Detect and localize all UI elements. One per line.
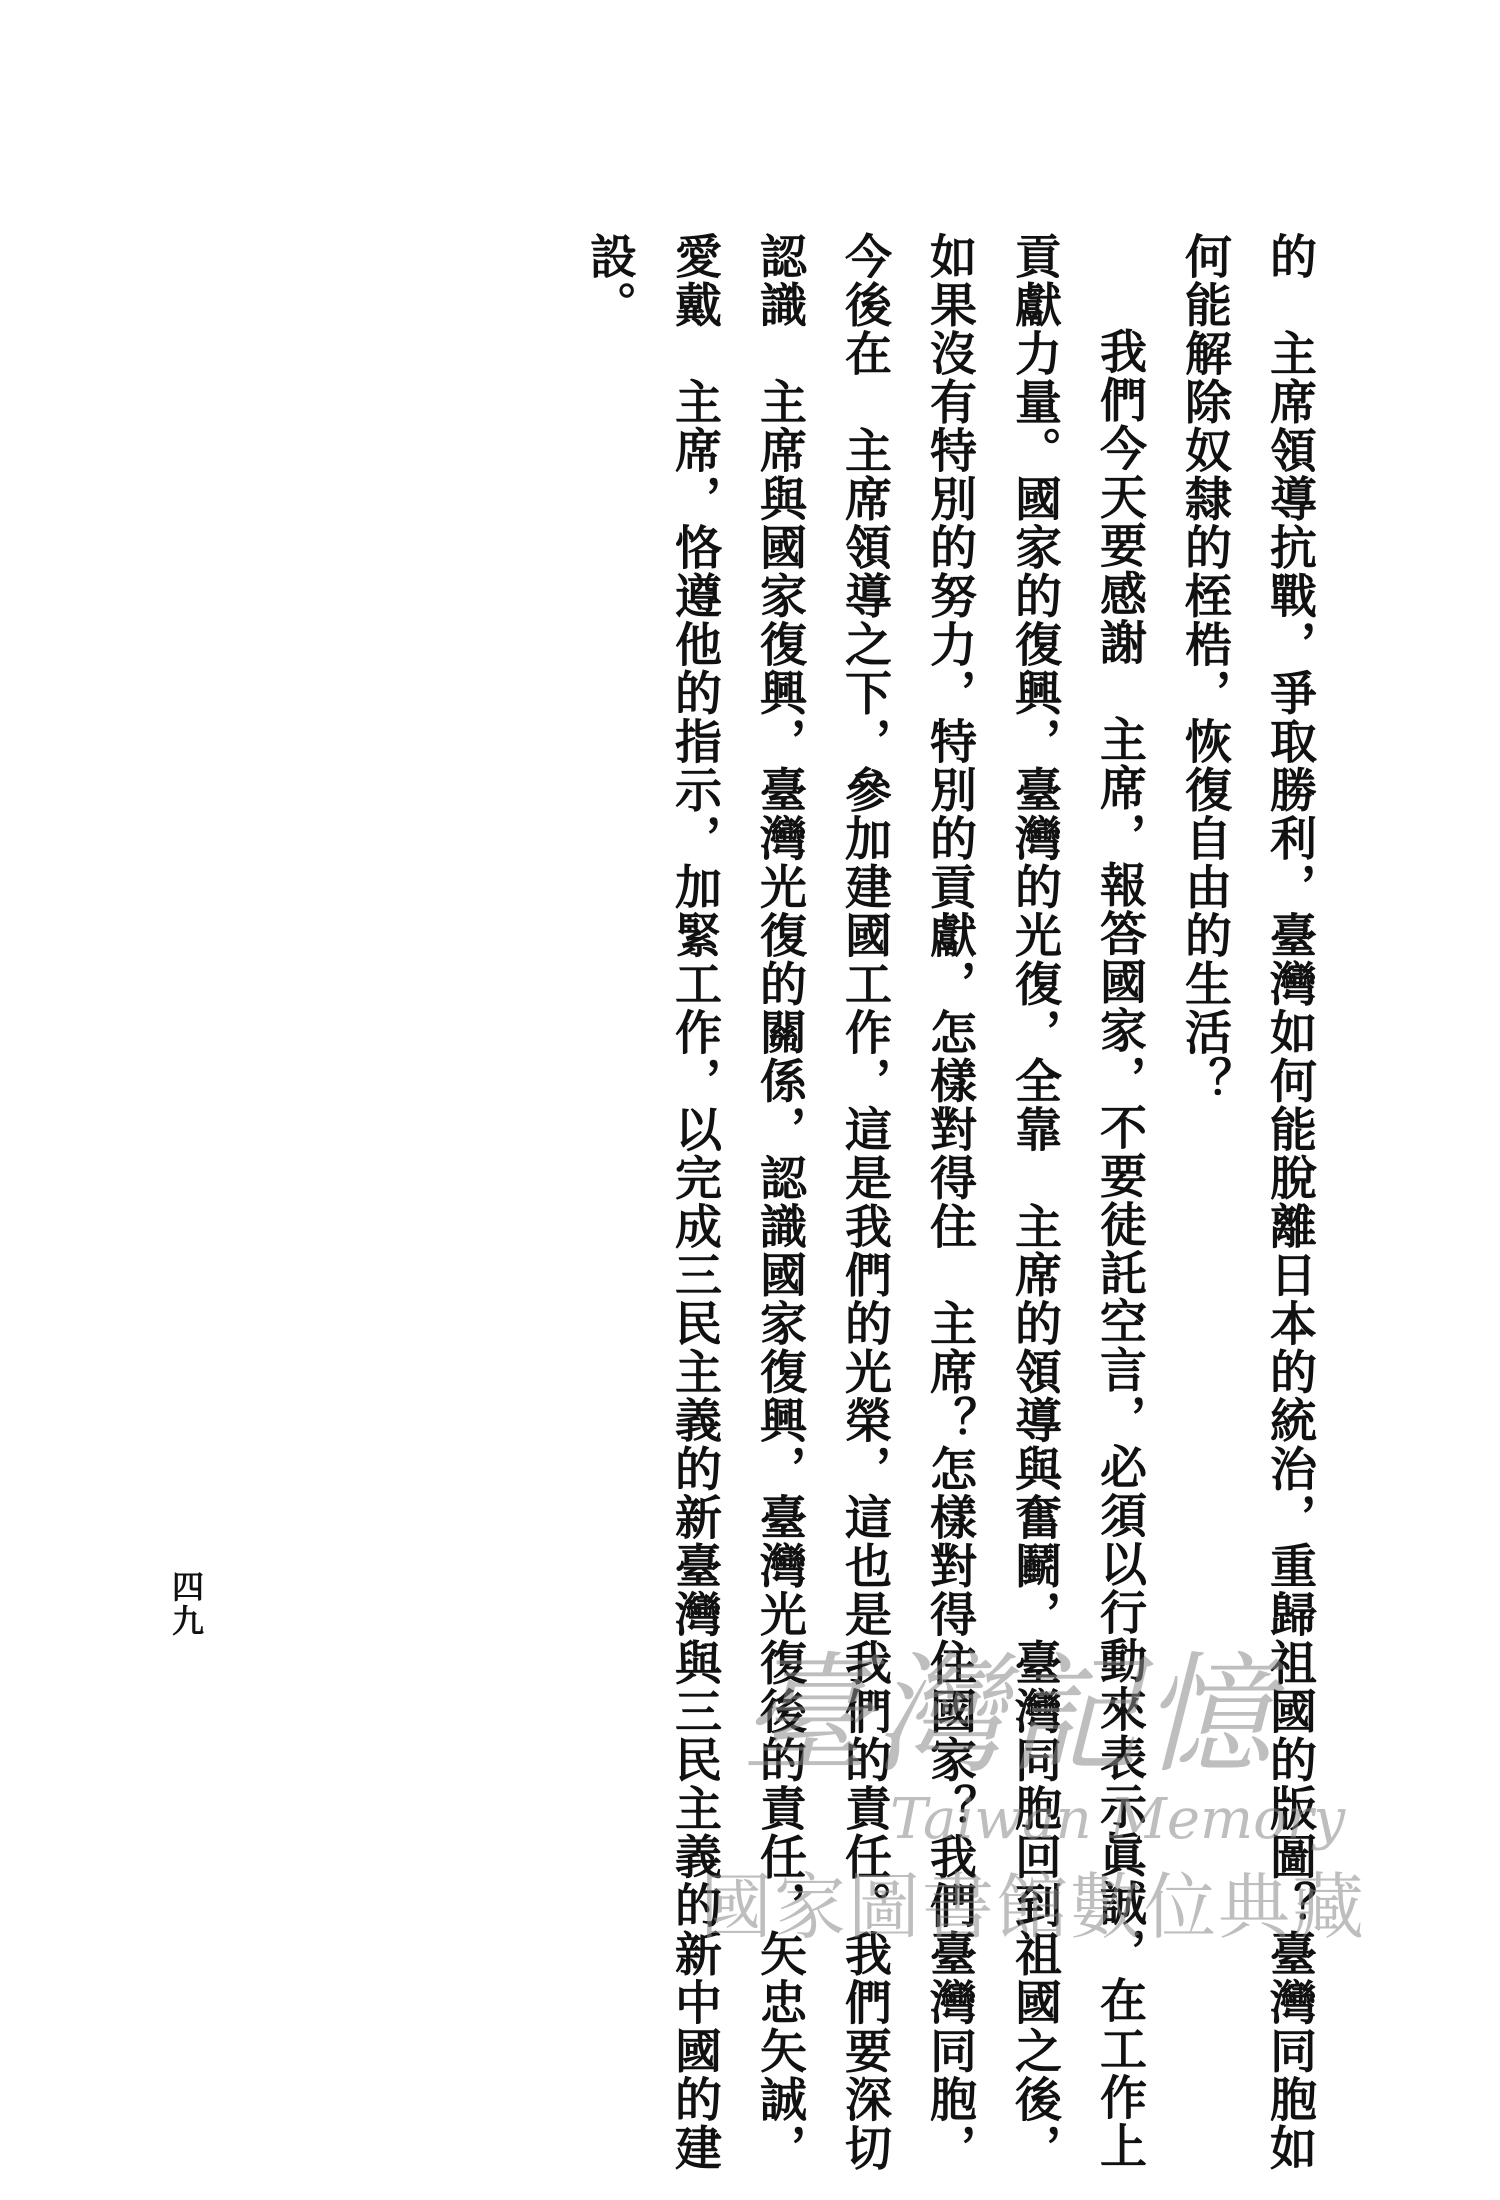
text-column: 愛戴 主席，恪遵他的指示，加緊工作，以完成三民主義的新臺灣與三民主義的新中國的建 xyxy=(667,232,722,2172)
text-column: 我們今天要感謝 主席，報答國家，不要徒託空言，必須以行動來表示眞誠，在工作上 xyxy=(1092,327,1147,2170)
text-column: 的 主席領導抗戰，爭取勝利，臺灣如何能脫離日本的統治，重歸祖國的版圖？臺灣同胞如 xyxy=(1262,232,1317,2172)
text-column: 今後在 主席領導之下，參加建國工作，這是我們的光榮，這也是我們的責任。我們要深切 xyxy=(837,232,892,2172)
watermark-logo: 臺灣記憶 xyxy=(740,1639,1277,1791)
text-column: 貢獻力量。國家的復興，臺灣的光復，全靠 主席的領導與奮鬬，臺灣同胞回到祖國之後， xyxy=(1007,232,1062,2172)
vertical-text-body xyxy=(567,232,1332,2172)
watermark-chinese: 國家圖書館數位典藏 xyxy=(700,1865,1367,1949)
text-column: 如果沒有特別的努力，特別的貢獻，怎樣對得住 主席？怎樣對得住國家？我們臺灣同胞， xyxy=(922,232,977,2172)
text-column: 何能解除奴隸的桎梏，恢復自由的生活？ xyxy=(1177,232,1232,1105)
text-column: 設。 xyxy=(582,232,637,329)
page-number: 四九 xyxy=(167,1570,205,1638)
text-column: 認識 主席與國家復興，臺灣光復的關係，認識國家復興，臺灣光復後的責任，矢忠矢誠， xyxy=(752,232,807,2172)
watermark-english: Taiwan Memory xyxy=(890,1787,1346,1852)
